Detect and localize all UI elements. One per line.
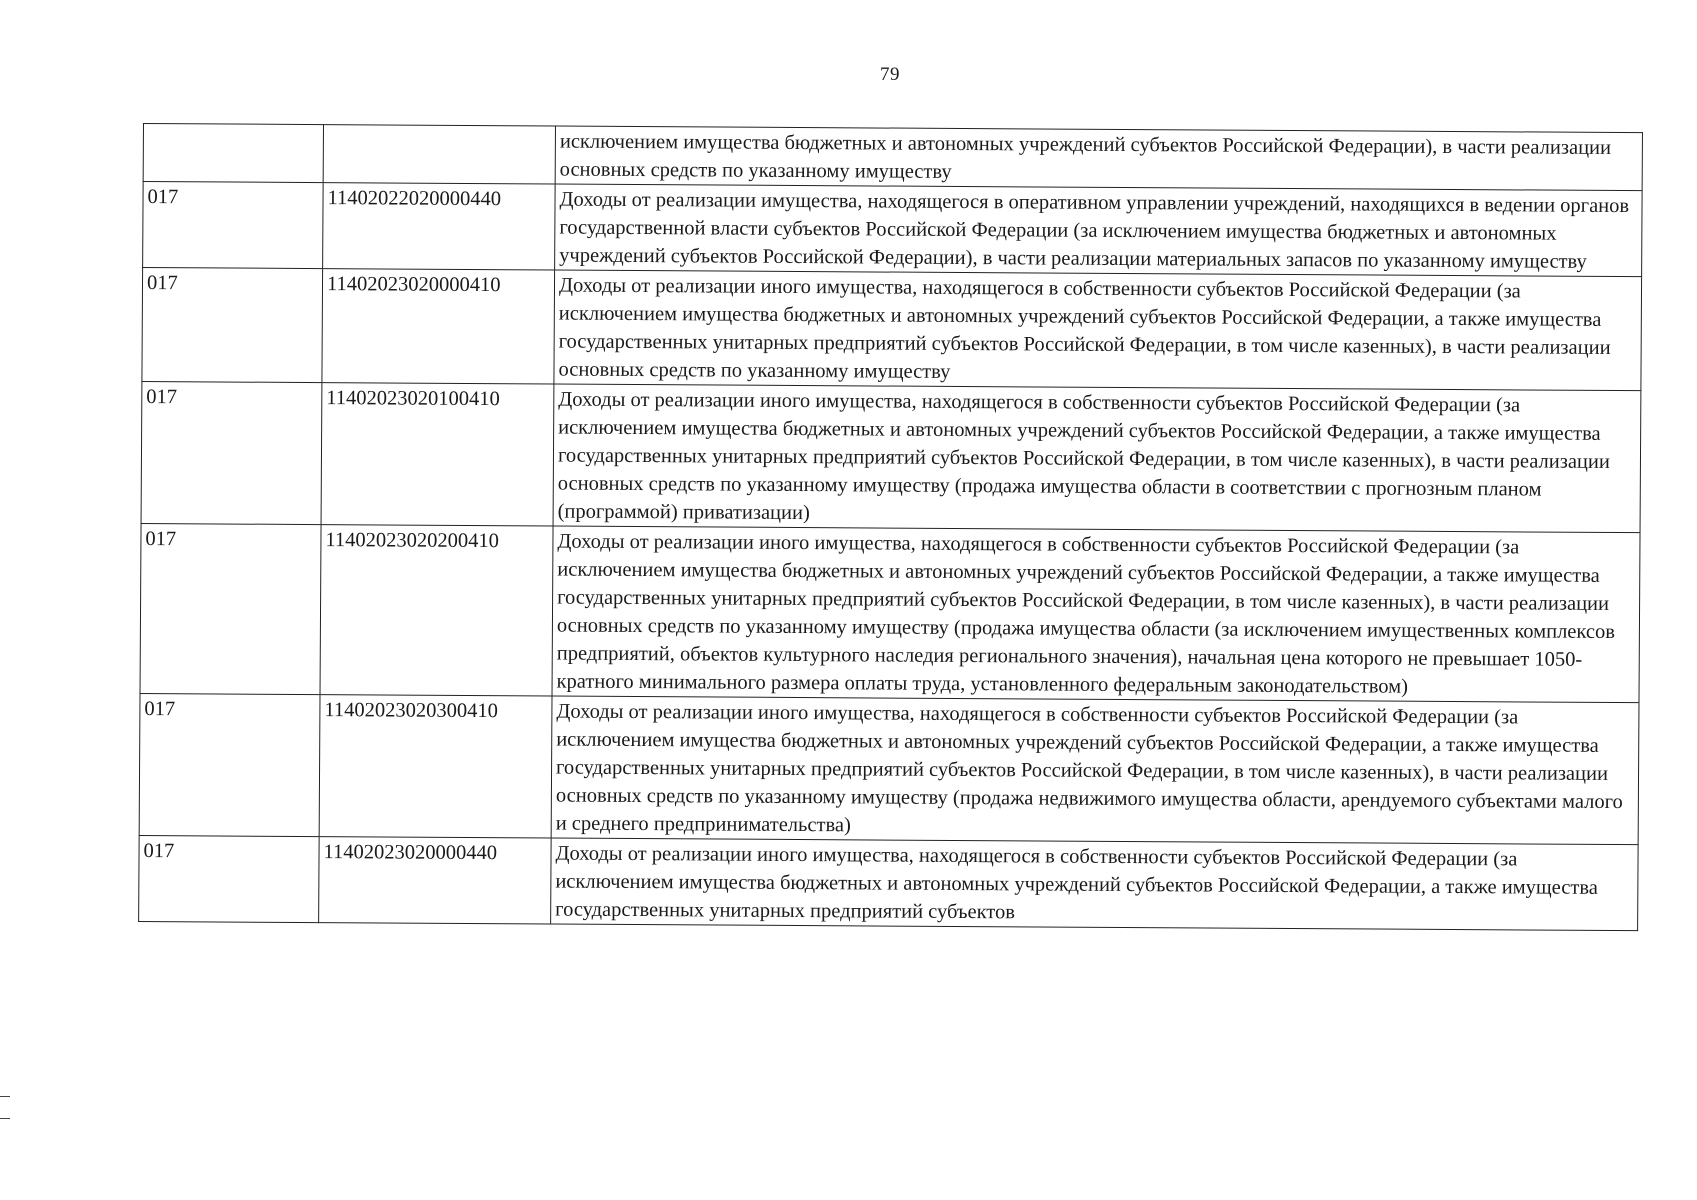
admin-code-cell: 017 — [139, 693, 320, 836]
description-cell: Доходы от реализации иного имущества, находящегося в собственности субъектов Российской Федерации (за исключением имущества бюджетных и автономных учреждений субъектов Российской Федерации, а также имущества государственных унитарных предприятий субъектов Российской Федерации, в том числе казенных), в части реализации основных средств по указанному имуществу (продажа недвижимого имущества области, арендуемого субъектами малого и среднего предпринимательства) — [551, 696, 1639, 845]
description-cell: Доходы от реализации иного имущества, находящегося в собственности субъектов Российской Федерации (за исключением имущества бюджетных и автономных учреждений субъектов Российской Федерации, а также имущества государственных унитарных предприятий субъектов Российской Федерации, в том числе казенных), в части реализации основных средств по указанному имуществу (продажа имущества области (за исключением имущественных комплексов предприятий, объектов культурного наследия регионального значения), начальная цена которого не превышает 1050-кратного минимального размера оплаты труда, установленного федеральным законодательством) — [552, 526, 1640, 703]
budget-code-cell: 11402023020000440 — [319, 837, 552, 924]
admin-code-cell: 017 — [142, 268, 323, 383]
admin-code-cell: 017 — [143, 182, 324, 269]
budget-code-cell: 11402022020000440 — [323, 183, 556, 270]
page-number: 79 — [880, 64, 900, 85]
admin-code-cell: 017 — [140, 523, 321, 694]
table-row — [142, 268, 1642, 391]
scan-margin-mark — [0, 1096, 10, 1097]
table-row — [139, 835, 1638, 930]
table-row — [140, 523, 1640, 702]
budget-codes-table — [138, 123, 1643, 931]
budget-code-cell — [323, 125, 555, 184]
table-row — [141, 381, 1641, 532]
description-cell: Доходы от реализации иного имущества, находящегося в собственности субъектов Российской Федерации (за исключением имущества бюджетных и автономных учреждений субъектов Российской Федерации, а также имущества государственных унитарных предприятий субъектов — [551, 838, 1639, 931]
scan-margin-mark — [0, 1118, 10, 1119]
description-cell: Доходы от реализации имущества, находящегося в оперативном управлении учреждений, находящихся в ведении органов государственной власти субъектов Российской Федерации (за исключением имущества бюджетных и автономных учреждений субъектов Российской Федерации), в части реализации материальных запасов по указанному имуществу — [555, 184, 1643, 277]
description-cell: Доходы от реализации иного имущества, находящегося в собственности субъектов Российской Федерации (за исключением имущества бюджетных и автономных учреждений субъектов Российской Федерации, а также имущества государственных унитарных предприятий субъектов Российской Федерации, в том числе казенных), в части реализации основных средств по указанному имуществу — [554, 270, 1642, 391]
budget-code-cell: 11402023020200410 — [320, 525, 553, 696]
budget-code-cell: 11402023020000410 — [322, 269, 555, 384]
table-row — [143, 124, 1642, 191]
admin-code-cell: 017 — [141, 381, 322, 524]
admin-code-cell: 017 — [139, 835, 320, 922]
budget-code-cell: 11402023020100410 — [321, 383, 554, 526]
table-row — [143, 182, 1642, 277]
description-cell: исключением имущества бюджетных и автономных учреждений субъектов Российской Федерации), в части реализации основных средств по указанному имуществу — [555, 126, 1642, 191]
description-cell: Доходы от реализации иного имущества, находящегося в собственности субъектов Российской Федерации (за исключением имущества бюджетных и автономных учреждений субъектов Российской Федерации, а также имущества государственных унитарных предприятий субъектов Российской Федерации, в том числе казенных), в части реализации основных средств по указанному имуществу (продажа имущества области в соответствии с прогнозным планом (программой) приватизации) — [553, 384, 1641, 533]
budget-code-cell: 11402023020300410 — [319, 695, 552, 838]
admin-code-cell — [143, 124, 323, 183]
table-row — [139, 693, 1639, 844]
